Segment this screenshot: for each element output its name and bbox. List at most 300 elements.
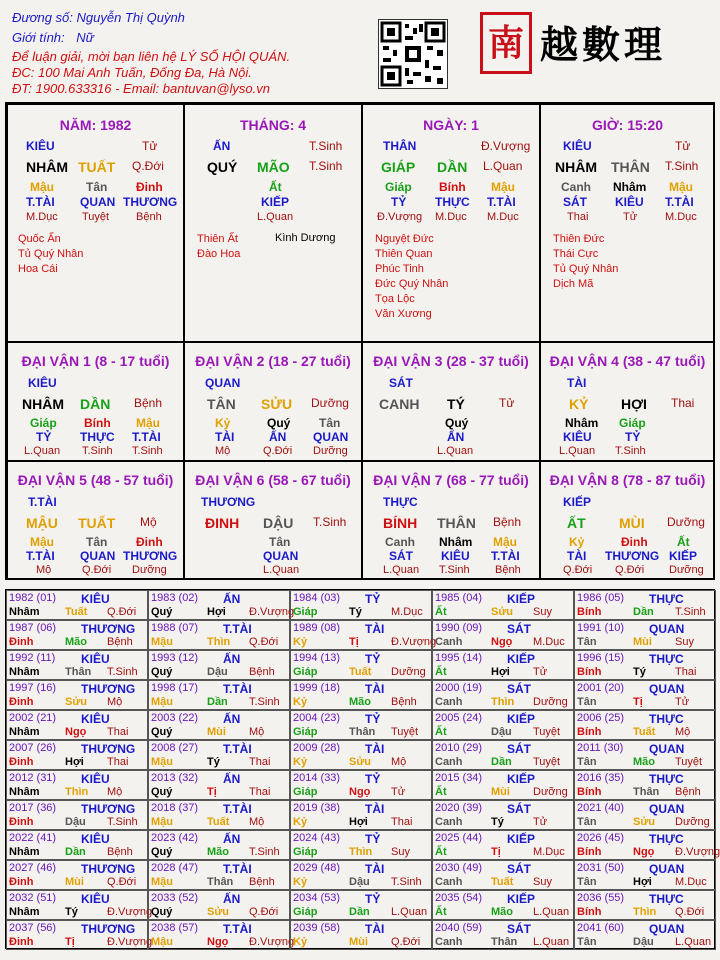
year-state: Bệnh	[249, 666, 275, 678]
dai-van-hidden-3: Đinh	[136, 535, 163, 549]
year-can: Ất	[435, 906, 447, 918]
dai-van-state-3: Dưỡng	[669, 564, 704, 576]
year-chi: Hợi	[65, 756, 84, 768]
dai-van-title: ĐẠI VẬN 6 (58 - 67 tuổi)	[195, 472, 351, 488]
year-can: Canh	[435, 876, 463, 888]
year-cell	[290, 620, 437, 650]
year-star: ẤN	[223, 652, 241, 666]
pillar-hidden-2: Nhâm	[613, 180, 647, 194]
year-chi: Thân	[65, 666, 92, 678]
year-chi: Mão	[491, 906, 513, 918]
dai-van-hidden-2: Tân	[269, 535, 291, 549]
year-label: 1990 (09)	[435, 622, 483, 634]
year-cell	[574, 920, 716, 950]
year-star: T.TÀI	[223, 802, 252, 816]
note: Đức Quý Nhân	[375, 278, 449, 290]
year-chi: Mão	[207, 846, 229, 858]
year-cell	[6, 650, 148, 680]
dai-van-chi: DẦN	[80, 396, 111, 412]
year-state: Tuyệt	[533, 756, 561, 768]
year-star: TÀI	[365, 922, 385, 936]
year-star: THỰC	[649, 592, 684, 606]
year-state: Mộ	[107, 786, 123, 798]
year-cell	[6, 860, 148, 890]
year-state: Tử	[533, 666, 548, 678]
year-state: L.Quan	[391, 906, 428, 918]
year-label: 2011 (30)	[577, 742, 624, 754]
year-can: Quý	[151, 606, 173, 618]
year-label: 2012 (31)	[9, 772, 57, 784]
year-star: T.TÀI	[223, 622, 252, 636]
year-chi: Dần	[491, 756, 512, 768]
note: Tủ Quý Nhân	[18, 248, 84, 260]
pillar-title: NĂM: 1982	[59, 117, 132, 133]
dai-van-can: ĐINH	[205, 515, 240, 531]
year-star: QUAN	[649, 622, 685, 636]
dai-van-hidden-1: Canh	[385, 535, 415, 549]
pillar-star-2: KIÊU	[615, 195, 644, 209]
logo-text: 越數理	[540, 22, 667, 67]
year-star: ẤN	[223, 712, 241, 726]
year-cell	[6, 830, 148, 860]
dai-van-chi: THÂN	[437, 515, 476, 531]
year-label: 2020 (39)	[435, 802, 483, 814]
dai-van-star-2: QUAN	[263, 549, 299, 563]
dai-van-6	[184, 461, 362, 580]
year-star: KIẾP	[507, 892, 536, 906]
year-can: Canh	[435, 636, 463, 648]
year-state: Đ.Vượng	[391, 636, 437, 648]
pillar-chi: TUẤT	[78, 159, 116, 175]
year-state: Dưỡng	[675, 816, 710, 828]
pillar-state-3: Bệnh	[136, 211, 162, 223]
dai-van-can: CANH	[379, 396, 420, 412]
year-cell	[574, 620, 716, 650]
year-can: Bính	[577, 786, 602, 798]
year-star: SÁT	[507, 622, 531, 636]
year-label: 1987 (06)	[9, 622, 57, 634]
pillar-state-3: M.Dục	[487, 211, 519, 223]
year-label: 2035 (54)	[435, 892, 483, 904]
year-chi: Thân	[207, 876, 234, 888]
year-chi: Tuất	[633, 726, 656, 738]
pillar-can: GIÁP	[381, 159, 416, 175]
pillar-chi-state: T.Sinh	[309, 159, 343, 173]
dai-van-hidden-2: Đinh	[621, 535, 648, 549]
qr-code-icon	[378, 19, 448, 89]
pillar-chi-state: L.Quan	[483, 159, 523, 173]
year-cell	[148, 590, 295, 620]
year-label: 2007 (26)	[9, 742, 57, 754]
pillar-hidden-1: Giáp	[385, 180, 412, 194]
dai-van-chi: TÝ	[447, 396, 465, 412]
year-state: Thai	[249, 786, 271, 798]
year-star: SÁT	[507, 922, 531, 936]
year-label: 2019 (38)	[293, 802, 341, 814]
year-chi: Tị	[491, 846, 501, 858]
dai-van-hidden-1: Nhâm	[565, 416, 599, 430]
dai-van-1	[7, 342, 184, 461]
year-state: L.Quan	[675, 936, 712, 948]
dai-van-state-2: Q.Đới	[82, 564, 112, 576]
pillar-star-state: Tử	[675, 139, 691, 153]
year-label: 2010 (29)	[435, 742, 483, 754]
year-state: Đ.Vượng	[675, 846, 720, 858]
pillar-star-1: T.TÀI	[26, 195, 55, 209]
year-cell	[148, 800, 290, 830]
year-can: Canh	[435, 816, 463, 828]
year-cell	[432, 830, 574, 860]
year-star: TỶ	[365, 832, 381, 846]
year-cell	[432, 770, 574, 800]
year-label: 1989 (08)	[293, 622, 341, 634]
pillar-chi: MÃO	[257, 159, 290, 175]
dai-van-state-1: L.Quan	[383, 564, 420, 576]
year-cell	[148, 650, 290, 680]
year-label: 2008 (27)	[151, 742, 199, 754]
year-star: THỰC	[649, 712, 684, 726]
year-can: Mậu	[151, 696, 173, 708]
year-star: TÀI	[365, 802, 385, 816]
dai-van-state-1: L.Quan	[24, 445, 61, 457]
year-label: 2009 (28)	[293, 742, 341, 754]
dai-van-state: Dưỡng	[311, 396, 349, 410]
year-chi: Ngọ	[633, 846, 655, 858]
dai-van-state-2: Q.Đới	[263, 445, 293, 457]
dai-van-5	[7, 461, 184, 580]
year-cell	[432, 740, 574, 770]
year-chi: Thìn	[207, 636, 231, 648]
year-state: Bệnh	[107, 846, 133, 858]
dai-van-3	[362, 342, 540, 461]
dai-van-hidden-1: Giáp	[30, 416, 57, 430]
year-label: 2030 (49)	[435, 862, 483, 874]
dai-van-title: ĐẠI VẬN 3 (28 - 37 tuổi)	[373, 353, 529, 369]
year-can: Đinh	[9, 936, 34, 948]
year-can: Kỷ	[293, 636, 308, 648]
year-can: Quý	[151, 666, 173, 678]
year-state: Thai	[391, 816, 413, 828]
year-chi: Tý	[633, 666, 646, 678]
year-chi: Hợi	[633, 876, 652, 888]
pillar-star: KIÊU	[26, 139, 55, 153]
year-label: 2016 (35)	[577, 772, 625, 784]
dai-van-state-3: Bệnh	[495, 564, 521, 576]
year-cell	[148, 740, 290, 770]
year-state: Q.Đới	[107, 606, 137, 618]
gender-value: Nữ	[76, 30, 94, 45]
year-chi: Hợi	[349, 816, 368, 828]
year-label: 2023 (42)	[151, 832, 199, 844]
year-state: Tử	[533, 816, 548, 828]
dai-van-state-2: T.Sinh	[82, 445, 113, 457]
year-cell	[148, 920, 295, 950]
dai-van-star-2: ẤN	[447, 430, 465, 444]
year-label: 2037 (56)	[9, 922, 57, 934]
year-can: Nhâm	[9, 906, 40, 918]
year-label: 1991 (10)	[577, 622, 625, 634]
year-label: 2003 (22)	[151, 712, 199, 724]
year-star: SÁT	[507, 742, 531, 756]
year-label: 2034 (53)	[293, 892, 341, 904]
year-can: Kỷ	[293, 696, 308, 708]
year-star: ẤN	[223, 892, 241, 906]
year-cell	[290, 890, 432, 920]
pillar-star-state: Đ.Vượng	[481, 139, 531, 153]
year-chi: Tị	[633, 696, 643, 708]
year-label: 1986 (05)	[577, 592, 625, 604]
pillar-year	[7, 104, 184, 342]
dai-van-hidden-2: Quý	[267, 416, 291, 430]
pillar-star-3: THƯƠNG	[123, 195, 178, 209]
year-state: Bệnh	[675, 786, 701, 798]
year-state: Thai	[249, 756, 271, 768]
year-star: ẤN	[223, 772, 241, 786]
year-chi: Thìn	[491, 696, 515, 708]
year-star: THỰC	[649, 832, 684, 846]
year-cell	[574, 740, 716, 770]
year-state: Suy	[391, 846, 410, 858]
dai-van-state: Thai	[671, 396, 695, 410]
year-state: T.Sinh	[249, 846, 280, 858]
year-cell	[290, 800, 432, 830]
chart-grid	[5, 102, 715, 580]
dai-van-title: ĐẠI VẬN 7 (68 - 77 tuổi)	[373, 472, 529, 488]
year-chi: Dần	[349, 906, 370, 918]
year-chi: Thân	[491, 936, 518, 948]
dai-van-star: THƯƠNG	[201, 495, 256, 509]
year-state: Dưỡng	[533, 786, 568, 798]
dai-van-star: THỰC	[383, 495, 418, 509]
year-can: Canh	[435, 936, 463, 948]
year-chi: Mùi	[65, 876, 84, 888]
pillar-day	[362, 104, 540, 342]
year-chi: Tý	[491, 816, 504, 828]
note: Văn Xương	[375, 308, 432, 320]
year-chi: Mão	[65, 636, 87, 648]
pillar-star: KIÊU	[563, 139, 592, 153]
year-label: 1995 (14)	[435, 652, 483, 664]
year-state: M.Dục	[533, 846, 565, 858]
year-label: 2027 (46)	[9, 862, 57, 874]
year-label: 1997 (16)	[9, 682, 57, 694]
year-can: Bính	[577, 906, 602, 918]
pillar-star-state: T.Sinh	[309, 139, 343, 153]
year-chi: Ngọ	[65, 726, 87, 738]
year-cell	[148, 890, 290, 920]
dai-van-star: SÁT	[389, 376, 413, 390]
dai-van-star: KIẾP	[563, 495, 592, 509]
year-chi: Dần	[207, 696, 228, 708]
year-cell	[290, 710, 432, 740]
year-label: 2004 (23)	[293, 712, 341, 724]
year-star: THƯƠNG	[81, 622, 136, 636]
year-label: 2036 (55)	[577, 892, 625, 904]
dai-van-chi: TUẤT	[78, 515, 116, 531]
year-cell	[432, 860, 574, 890]
year-cell	[574, 590, 716, 620]
year-cell	[432, 710, 574, 740]
dai-van-hidden-1: Kỷ	[215, 416, 231, 430]
pillar-notes	[375, 232, 448, 322]
pillar-hidden-3: Đinh	[136, 180, 163, 194]
contact-line: Để luận giải, mời bạn liên hệ LÝ SỐ HỘI QUÁN.	[12, 49, 291, 64]
dai-van-star-2: THỰC	[80, 430, 115, 444]
year-label: 2017 (36)	[9, 802, 57, 814]
year-cell	[148, 680, 290, 710]
year-state: Tử	[391, 786, 406, 798]
year-state: Dưỡng	[533, 696, 568, 708]
pillar-title: NGÀY: 1	[423, 117, 479, 133]
pillar-state-2: M.Dục	[435, 211, 467, 223]
year-state: Tử	[675, 696, 690, 708]
note: Thiên Đức	[553, 233, 605, 245]
gender-line	[12, 30, 94, 46]
note: Quốc Ấn	[18, 233, 61, 245]
year-can: Kỷ	[293, 876, 308, 888]
year-star: SÁT	[507, 862, 531, 876]
dai-van-title: ĐẠI VẬN 1 (8 - 17 tuổi)	[21, 353, 170, 369]
year-state: Bệnh	[391, 696, 417, 708]
dai-van-hidden-3: Mậu	[136, 416, 160, 430]
year-star: T.TÀI	[223, 922, 252, 936]
pillar-state-2: Tử	[623, 211, 638, 223]
year-label: 1992 (11)	[9, 652, 56, 664]
year-state: Q.Đới	[249, 636, 279, 648]
dai-van-star-3: QUAN	[313, 430, 349, 444]
year-star: TÀI	[365, 742, 385, 756]
year-state: Đ.Vượng	[107, 906, 153, 918]
year-chi: Ngọ	[349, 786, 371, 798]
year-cell	[574, 770, 716, 800]
year-cell	[6, 590, 148, 620]
year-chi: Tuất	[207, 816, 230, 828]
dai-van-star: TÀI	[567, 376, 587, 390]
year-chi: Tị	[349, 636, 359, 648]
year-state: T.Sinh	[107, 666, 138, 678]
year-chi: Mão	[349, 696, 371, 708]
dai-van-star-1: SÁT	[389, 549, 413, 563]
year-label: 2013 (32)	[151, 772, 199, 784]
dai-van-hidden-2: Nhâm	[439, 535, 473, 549]
dai-van-star-2: TỶ	[625, 430, 641, 444]
year-can: Nhâm	[9, 666, 40, 678]
year-chi: Mùi	[633, 636, 652, 648]
year-can: Quý	[151, 786, 173, 798]
dai-van-state: Bệnh	[134, 396, 163, 410]
year-star: THỰC	[649, 652, 684, 666]
pillar-can: NHÂM	[555, 159, 597, 175]
dai-van-star-3: THƯƠNG	[123, 549, 178, 563]
year-can: Ất	[435, 726, 447, 738]
dai-van-state-1: Q.Đới	[563, 564, 593, 576]
dai-van-title: ĐẠI VẬN 2 (18 - 27 tuổi)	[195, 353, 351, 369]
year-label: 1984 (03)	[293, 592, 341, 604]
year-chi: Ngọ	[491, 636, 513, 648]
dai-van-state-1: L.Quan	[559, 445, 596, 457]
pillar-state-1: M.Dục	[26, 211, 58, 223]
year-star: KIẾP	[507, 652, 536, 666]
pillar-star-state: Tử	[142, 139, 158, 153]
year-chi: Sửu	[349, 756, 372, 768]
dai-van-state: Tử	[499, 396, 515, 410]
year-state: Mộ	[249, 726, 265, 738]
year-state: Tuyệt	[533, 726, 561, 738]
year-can: Quý	[151, 846, 173, 858]
year-state: Suy	[675, 636, 694, 648]
pillar-state-2: Tuyệt	[82, 211, 110, 223]
year-star: TỶ	[365, 652, 381, 666]
year-cell	[432, 650, 574, 680]
year-cell	[6, 710, 148, 740]
year-label: 2006 (25)	[577, 712, 625, 724]
dai-van-can: TÂN	[207, 396, 236, 412]
pillar-chi-state: T.Sinh	[665, 159, 699, 173]
year-label: 2018 (37)	[151, 802, 199, 814]
year-can: Giáp	[293, 606, 318, 618]
dai-van-chi: HỢI	[621, 396, 647, 412]
year-star: THƯƠNG	[81, 802, 136, 816]
year-label: 1996 (15)	[577, 652, 625, 664]
year-state: Mộ	[107, 696, 123, 708]
pillar-chi: THÂN	[611, 159, 650, 175]
year-can: Bính	[577, 606, 602, 618]
year-star: QUAN	[649, 802, 685, 816]
year-label: 2031 (50)	[577, 862, 625, 874]
year-star: T.TÀI	[223, 862, 252, 876]
year-cell	[432, 920, 574, 950]
year-star: KIẾP	[507, 592, 536, 606]
dai-van-state-2: L.Quan	[437, 445, 474, 457]
note: Tọa Lộc	[375, 293, 415, 305]
year-chi: Tuất	[65, 606, 88, 618]
pillar-chi: DẦN	[437, 159, 468, 175]
year-cell	[432, 800, 574, 830]
year-star: T.TÀI	[223, 742, 252, 756]
year-can: Ất	[435, 606, 447, 618]
year-star: QUAN	[649, 742, 685, 756]
year-can: Đinh	[9, 696, 34, 708]
pillar-notes	[18, 232, 83, 277]
year-chi: Dậu	[65, 816, 86, 828]
dai-van-hidden-1: Kỷ	[569, 535, 585, 549]
year-label: 2040 (59)	[435, 922, 483, 934]
year-cell	[290, 830, 432, 860]
pillar-hidden-3: Mậu	[491, 180, 515, 194]
note: Tủ Quý Nhân	[553, 263, 619, 275]
year-cell	[148, 860, 290, 890]
dai-van-state-1: Mộ	[36, 564, 52, 576]
pillar-star: THÂN	[383, 139, 417, 153]
year-can: Đinh	[9, 636, 34, 648]
year-label: 2029 (48)	[293, 862, 341, 874]
year-star: QUAN	[649, 862, 685, 876]
dai-van-can: KỶ	[569, 396, 589, 412]
dai-van-hidden-3: Ất	[677, 535, 690, 549]
year-label: 2025 (44)	[435, 832, 483, 844]
year-chi: Ngọ	[207, 936, 229, 948]
header	[0, 0, 720, 100]
year-star: KIÊU	[81, 592, 110, 606]
year-can: Ất	[435, 846, 447, 858]
dai-van-can: BÍNH	[383, 515, 418, 531]
year-can: Kỷ	[293, 936, 308, 948]
year-state: M.Dục	[675, 876, 707, 888]
pillar-hidden-1: Mậu	[30, 180, 54, 194]
year-can: Kỷ	[293, 816, 308, 828]
year-star: KIẾP	[507, 832, 536, 846]
note: Hoa Cái	[18, 263, 58, 275]
